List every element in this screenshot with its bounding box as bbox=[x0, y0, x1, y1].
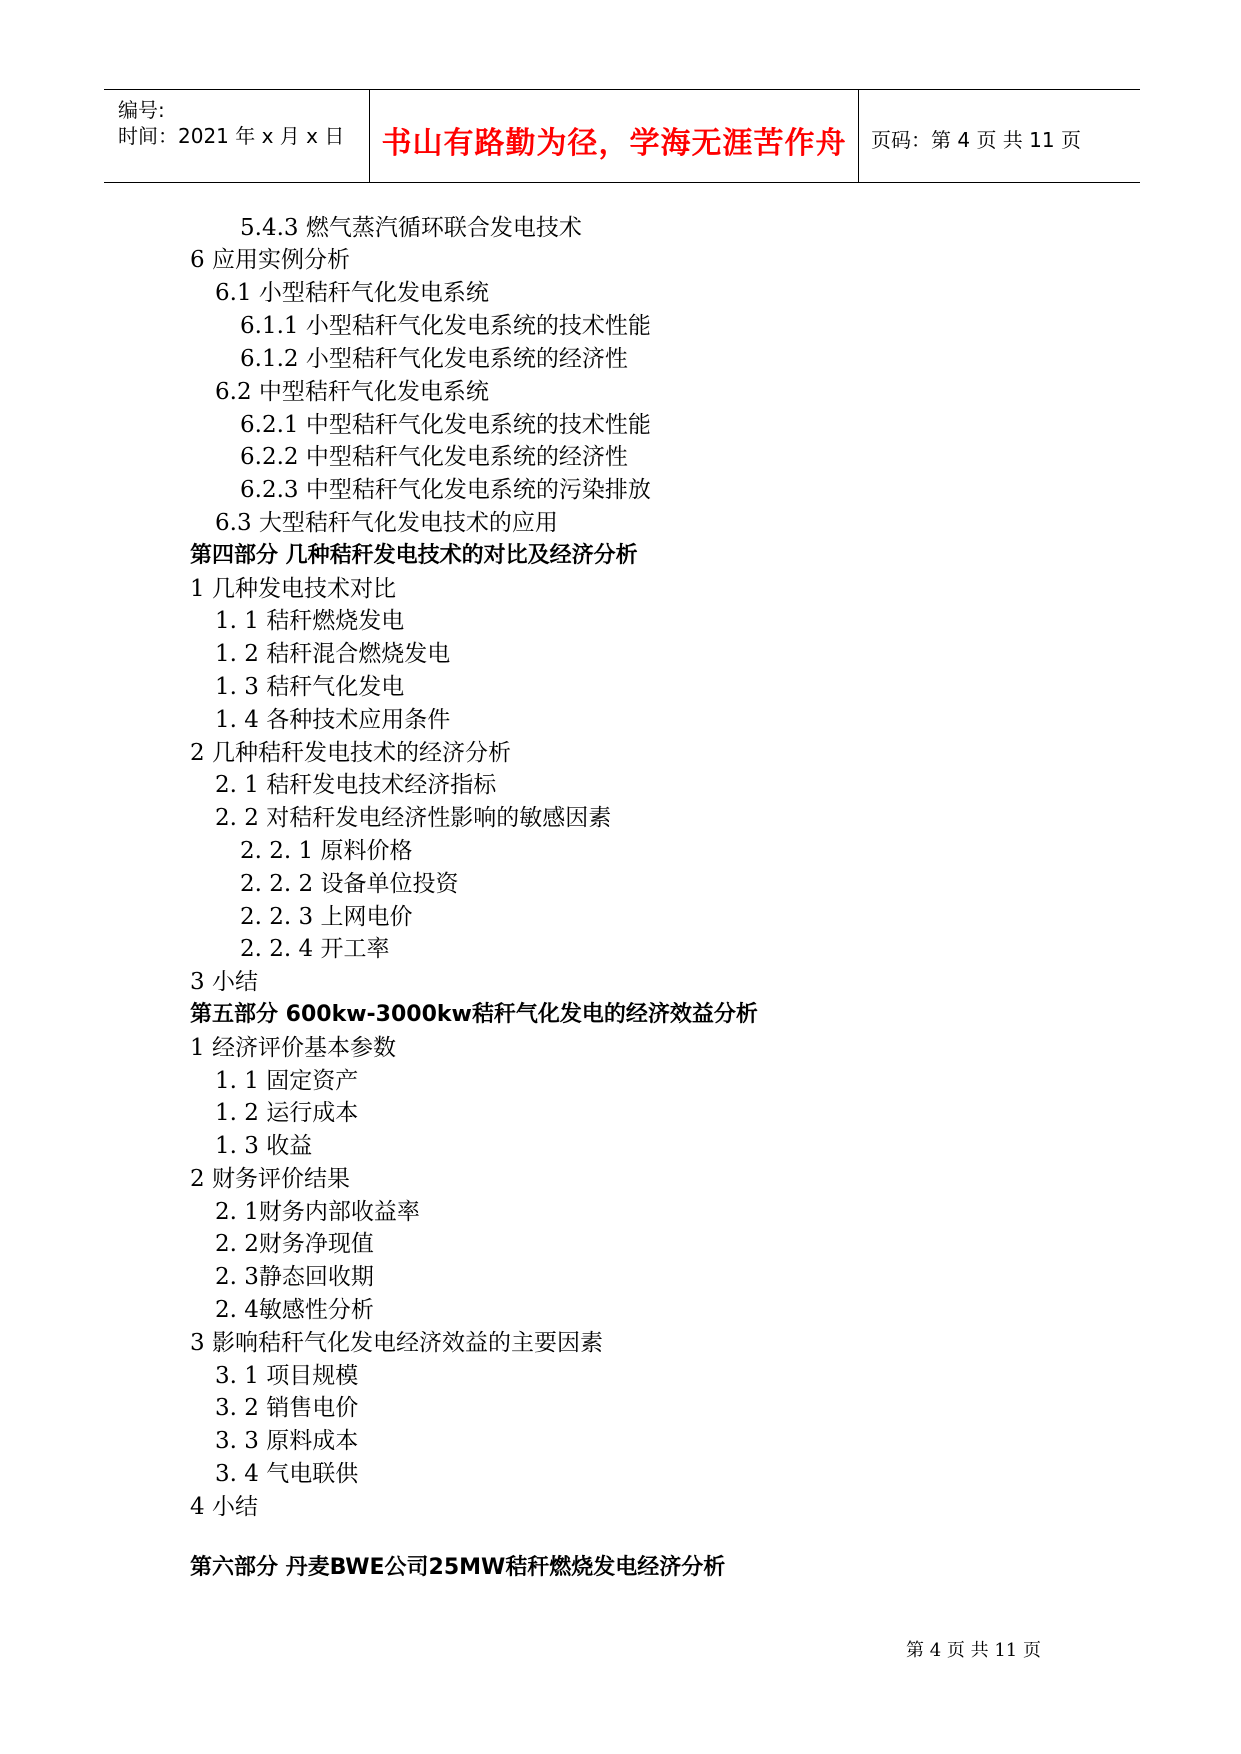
toc-entry: 6.1.1 小型秸秆气化发电系统的技术性能 bbox=[240, 313, 651, 339]
toc-entry: 6 应用实例分析 bbox=[190, 247, 350, 273]
toc-entry: 2. 2. 1 原料价格 bbox=[240, 838, 413, 864]
toc-part-heading: 第六部分 丹麦BWE公司25MW秸秆燃烧发电经济分析 bbox=[190, 1555, 726, 1580]
header-motto-cell bbox=[370, 90, 859, 182]
header-page-cell bbox=[859, 90, 1140, 182]
toc-entry: 2 财务评价结果 bbox=[190, 1166, 350, 1192]
motto-text: 书山有路勤为径，学海无涯苦作舟 bbox=[381, 126, 847, 161]
toc-entry: 5.4.3 燃气蒸汽循环联合发电技术 bbox=[240, 215, 582, 241]
toc-entry: 2. 3静态回收期 bbox=[215, 1264, 374, 1290]
toc-entry: 1. 4 各种技术应用条件 bbox=[215, 707, 451, 733]
toc-entry: 1 几种发电技术对比 bbox=[190, 576, 396, 602]
time-label: 时间：2021 年 x 月 x 日 bbox=[118, 124, 345, 148]
toc-entry: 2. 1财务内部收益率 bbox=[215, 1199, 420, 1225]
toc-entry: 1. 2 秸秆混合燃烧发电 bbox=[215, 641, 451, 667]
page-footer: 第 4 页 共 11 页 bbox=[906, 1640, 1041, 1661]
toc-entry: 1. 3 收益 bbox=[215, 1133, 313, 1159]
toc-entry: 4 小结 bbox=[190, 1494, 258, 1520]
toc-entry: 2. 1 秸秆发电技术经济指标 bbox=[215, 772, 497, 798]
header-info-cell bbox=[104, 90, 370, 182]
toc-entry: 1. 3 秸秆气化发电 bbox=[215, 674, 405, 700]
toc-entry: 6.2.2 中型秸秆气化发电系统的经济性 bbox=[240, 444, 628, 470]
toc-entry: 2. 2 对秸秆发电经济性影响的敏感因素 bbox=[215, 805, 612, 831]
document-header bbox=[104, 89, 1140, 183]
toc-entry: 2. 2. 3 上网电价 bbox=[240, 904, 413, 930]
page-label: 页码：第 4 页 共 11 页 bbox=[871, 128, 1081, 152]
toc-entry: 2. 2财务净现值 bbox=[215, 1231, 374, 1257]
toc-entry: 6.2.1 中型秸秆气化发电系统的技术性能 bbox=[240, 412, 651, 438]
toc-entry: 2 几种秸秆发电技术的经济分析 bbox=[190, 740, 511, 766]
toc-entry: 2. 4敏感性分析 bbox=[215, 1297, 374, 1323]
toc-part-heading: 第四部分 几种秸秆发电技术的对比及经济分析 bbox=[190, 543, 638, 568]
toc-entry: 6.1 小型秸秆气化发电系统 bbox=[215, 280, 489, 306]
toc-entry: 3. 1 项目规模 bbox=[215, 1363, 359, 1389]
toc-entry: 1. 1 秸秆燃烧发电 bbox=[215, 608, 405, 634]
toc-entry: 1. 2 运行成本 bbox=[215, 1100, 359, 1126]
toc-entry: 1 经济评价基本参数 bbox=[190, 1035, 396, 1061]
toc-entry: 2. 2. 2 设备单位投资 bbox=[240, 871, 459, 897]
toc-entry: 2. 2. 4 开工率 bbox=[240, 936, 390, 962]
number-label: 编号: bbox=[118, 98, 165, 122]
toc-part-heading: 第五部分 600kw-3000kw秸秆气化发电的经济效益分析 bbox=[190, 1002, 758, 1027]
toc-entry: 6.2.3 中型秸秆气化发电系统的污染排放 bbox=[240, 477, 651, 503]
toc-entry: 6.1.2 小型秸秆气化发电系统的经济性 bbox=[240, 346, 628, 372]
toc-entry: 3 影响秸秆气化发电经济效益的主要因素 bbox=[190, 1330, 603, 1356]
toc-entry: 3. 2 销售电价 bbox=[215, 1395, 359, 1421]
toc-entry: 6.2 中型秸秆气化发电系统 bbox=[215, 379, 489, 405]
toc-entry: 3. 3 原料成本 bbox=[215, 1428, 359, 1454]
toc-entry: 1. 1 固定资产 bbox=[215, 1068, 359, 1094]
toc-entry: 3. 4 气电联供 bbox=[215, 1461, 359, 1487]
toc-entry: 6.3 大型秸秆气化发电技术的应用 bbox=[215, 510, 558, 536]
toc-entry: 3 小结 bbox=[190, 969, 258, 995]
